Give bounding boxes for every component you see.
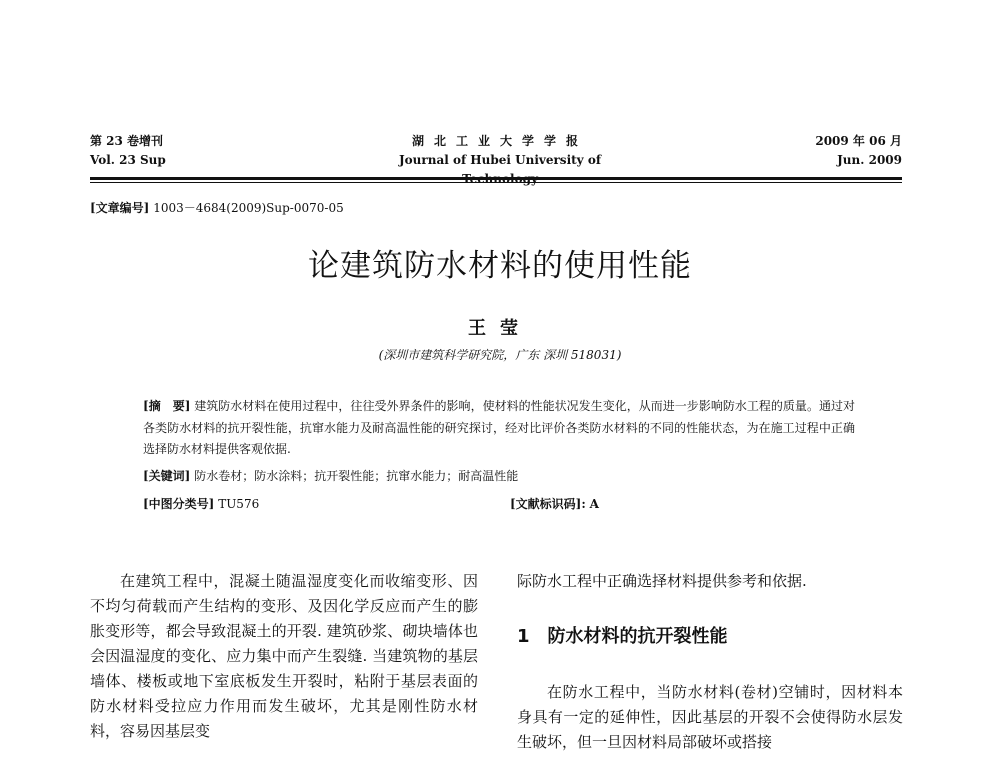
- header-journal-en: Journal of Hubei University of: [399, 153, 601, 167]
- section-title: 防水材料的抗开裂性能: [547, 626, 728, 647]
- section-number: 1: [517, 626, 530, 647]
- header-rule-thick: [90, 177, 902, 180]
- keywords-label: [关键词]: [143, 469, 191, 483]
- keywords-text: 防水卷材；防水涂料；抗开裂性能；抗窜水能力；耐高温性能: [194, 469, 519, 483]
- body-paragraph: 在防水工程中，当防水材料(卷材)空铺时，因材料本身具有一定的延伸性，因此基层的开裂不会使得防水层发生破坏，但一旦因材料局部破坏或搭接: [517, 683, 903, 751]
- header-date: [815, 132, 902, 170]
- paper-title: 论建筑防水材料的使用性能: [308, 248, 692, 284]
- body-right-column: [517, 680, 903, 755]
- body-left-column: [90, 569, 478, 744]
- body-paragraph: 在建筑工程中，混凝土随温湿度变化而收缩变形、因不均匀荷载而产生结构的变形、及因化学反应而产生的膨胀变形等，都会导致混凝土的开裂. 建筑砂浆、砌块墙体也会因温湿度的变化、应力集中而产生裂缝. 当建筑物的基层墙体、楼板或地下室底板发生开裂时，粘附于基层表面的防水材料受拉应力作用而发生破坏，尤其是刚性防水材料，容易因基层变: [90, 572, 478, 740]
- classification-value: TU576: [218, 497, 260, 511]
- abstract-text: 建筑防水材料在使用过程中，往往受外界条件的影响，使材料的性能状况发生变化，从而进一步影响防水工程的质量。通过对各类防水材料的抗开裂性能，抗窜水能力及耐高温性能的研究探讨，经对比评价各类防水材料的不同的性能状态，为在施工过程中正确选择防水材料提供客观依据.: [143, 399, 855, 456]
- header-journal-cn: 湖北工业大学学报: [411, 134, 588, 148]
- article-number-value: 1003－4684(2009)Sup-0070-05: [153, 201, 344, 215]
- header-date-en: Jun. 2009: [837, 153, 902, 167]
- document-code-value: A: [589, 497, 599, 511]
- header-volume-en: Vol. 23 Sup: [90, 153, 166, 167]
- header-date-cn: 2009 年 06 月: [815, 134, 902, 148]
- header-volume-cn: 第 23 卷增刊: [90, 134, 164, 148]
- author-affiliation: (深圳市建筑科学研究院，广东 深圳 518031): [378, 348, 622, 362]
- classification-label: [中图分类号]: [143, 497, 215, 511]
- abstract-label: [摘 要]: [143, 399, 191, 413]
- section-heading: [517, 622, 728, 648]
- classification: [143, 495, 259, 512]
- author-name: 王莹: [468, 318, 532, 339]
- document-code: [510, 495, 599, 512]
- keywords: [143, 466, 518, 486]
- document-code-label: [文献标识码]:: [510, 497, 586, 511]
- article-number-label: [文章编号]: [90, 201, 150, 215]
- header-journal: [360, 132, 640, 189]
- header-volume: [90, 132, 166, 170]
- body-right-continuation: 际防水工程中正确选择材料提供参考和依据.: [517, 572, 807, 590]
- header-rule-thin: [90, 182, 902, 183]
- abstract: [143, 396, 855, 461]
- article-number: [90, 199, 344, 216]
